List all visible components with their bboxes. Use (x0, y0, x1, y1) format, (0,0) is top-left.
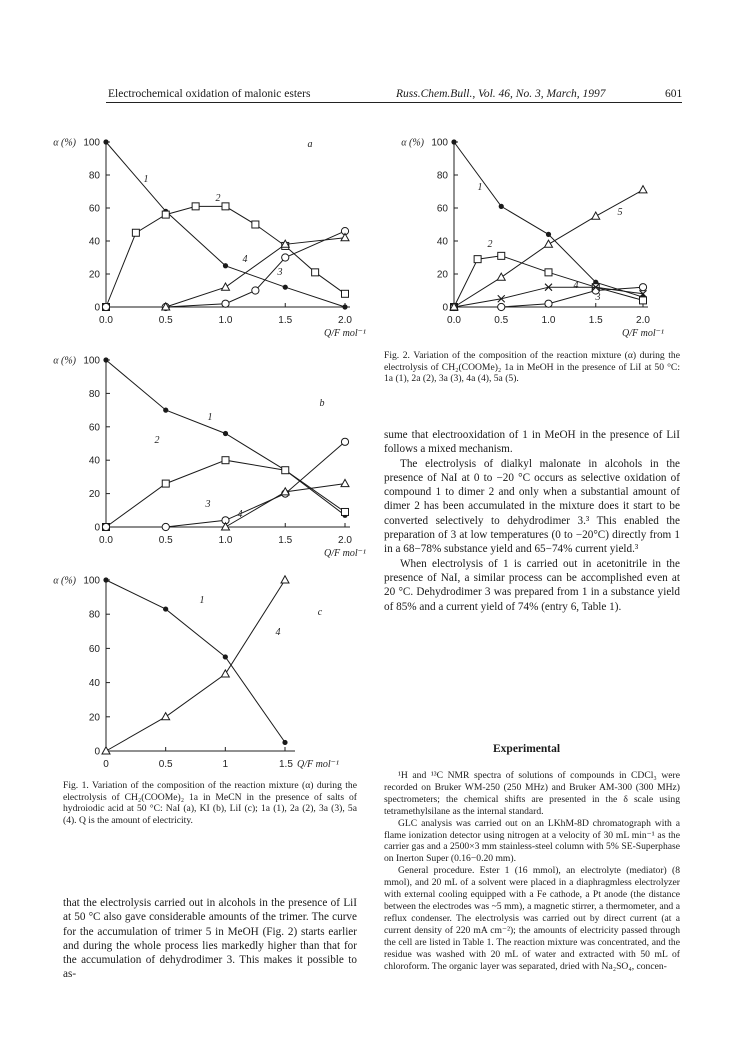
x-tick-label: 0.5 (158, 759, 173, 770)
y-tick-label: 80 (88, 170, 100, 182)
series-1 (103, 357, 347, 518)
data-point (281, 576, 289, 583)
data-point (222, 300, 229, 307)
data-point (342, 290, 349, 297)
y-tick-label: 60 (88, 203, 100, 215)
x-tick-label: 0.0 (99, 315, 113, 326)
y-tick-label: 40 (436, 236, 448, 248)
series-3 (102, 438, 348, 530)
data-point (341, 438, 348, 445)
data-point (640, 297, 647, 304)
y-tick-label: 0 (94, 746, 100, 758)
chart-fig2 (370, 125, 670, 350)
y-tick-label: 20 (88, 712, 100, 724)
running-header-journal: Russ.Chem.Bull., Vol. 46, No. 3, March, 1997 (396, 88, 606, 100)
data-point (163, 606, 168, 611)
y-tick-label: 80 (88, 388, 100, 400)
data-point (102, 303, 109, 310)
right-para-1: sume that electrooxidation of 1 in MeOH in the presence of LiI follows a mixed mechanism. (384, 429, 680, 456)
y-tick-label: 100 (83, 355, 100, 367)
series-label: 4 (237, 509, 243, 520)
header-rule (106, 102, 682, 103)
x-tick-label: 2.0 (338, 535, 352, 546)
series-label: 3 (205, 499, 211, 510)
data-point (162, 480, 169, 487)
data-point (341, 234, 349, 241)
x-tick-label: 0 (103, 759, 109, 770)
data-point (342, 508, 349, 515)
series-line (106, 580, 285, 742)
data-point (222, 203, 229, 210)
data-point (192, 203, 199, 210)
series-label: 2 (154, 435, 160, 446)
series-5 (450, 186, 647, 310)
data-point (222, 283, 230, 290)
x-axis-label: Q/F mol⁻¹ (324, 328, 366, 339)
data-point (283, 285, 288, 290)
x-tick-label: 1.5 (278, 315, 293, 326)
data-point (282, 740, 287, 745)
x-tick-label: 0.5 (158, 535, 173, 546)
x-tick-label: 1.5 (588, 315, 603, 326)
y-axis-label: α (%) (53, 355, 76, 367)
data-point (342, 304, 347, 309)
body-right-text (384, 428, 680, 614)
fig2-caption: Fig. 2. Variation of the composition of the reaction mixture (α) during the electrolysis of CH₂(COOMe)₂ 1a in MeOH in the presence of LiI at 50 °C: 1a (1), 2a (2), 3a (3), 4a (4), 5a (5). (384, 350, 680, 385)
series-label: 1 (207, 412, 213, 423)
data-point (545, 240, 553, 247)
panel-letter: b (319, 398, 325, 409)
running-header-title: Electrochemical oxidation of malonic esters (108, 88, 311, 100)
series-line (106, 360, 345, 515)
right-para-2: The electrolysis of dialkyl malonate in alcohols in the presence of NaI at 0 to −20 °C occurs as selective oxidation of compound 1 to dimer 2 and only when a substantial amount of dimer 2 has been accumulated in the mixture does it start to be converted selectively to dehydrodimer 3.³ This enabled the preparation of 3 at low temperatures (0 to −20°C) directly from 1 in a 68−78% substance yield and 65−74% current yield.³ (384, 457, 680, 556)
data-point (474, 256, 481, 263)
data-point (546, 232, 551, 237)
y-tick-label: 60 (436, 203, 448, 215)
y-axis-label: α (%) (401, 137, 424, 149)
data-point (312, 269, 319, 276)
y-tick-label: 20 (88, 489, 100, 501)
x-axis-label: Q/F mol⁻¹ (622, 328, 664, 339)
x-tick-label: 1.0 (541, 315, 556, 326)
data-point (498, 252, 505, 259)
chart-a (40, 125, 370, 350)
data-point (545, 269, 552, 276)
data-point (102, 523, 109, 530)
series-label: 1 (199, 595, 205, 606)
series-label: 3 (277, 267, 283, 278)
series-2 (103, 203, 349, 311)
x-tick-label: 2.0 (636, 315, 650, 326)
data-point (252, 287, 259, 294)
panel-letter: c (317, 607, 323, 618)
y-tick-label: 20 (436, 269, 448, 281)
data-point (222, 523, 230, 530)
y-tick-label: 0 (94, 302, 100, 314)
series-4 (222, 479, 350, 530)
x-tick-label: 1.5 (279, 759, 293, 770)
x-tick-label: 0.5 (158, 315, 173, 326)
x-tick-label: 1.0 (218, 315, 233, 326)
y-tick-label: 100 (83, 137, 100, 149)
y-tick-label: 100 (83, 575, 100, 587)
data-point (499, 204, 504, 209)
data-point (223, 263, 228, 268)
y-axis-label: α (%) (53, 575, 76, 587)
x-tick-label: 2.0 (338, 315, 352, 326)
y-tick-label: 80 (436, 170, 448, 182)
data-point (282, 467, 289, 474)
data-point (163, 408, 168, 413)
data-point (102, 747, 110, 754)
x-tick-label: 0.0 (99, 535, 113, 546)
y-tick-label: 20 (88, 269, 100, 281)
data-point (162, 211, 169, 218)
x-tick-label: 1.5 (278, 535, 293, 546)
y-tick-label: 0 (442, 302, 448, 314)
exp-para-2: GLC analysis was carried out on an LKhM-8D chromatograph with a flame ionization detector using nitrogen at a velocity of 30 mL min⁻¹ as the carrier gas and a 2500×3 mm stainless-steel column with 5% SE-Superphase on Inerton Super (0.16−0.20 mm). (384, 817, 680, 865)
data-point (341, 479, 349, 486)
y-axis-label: α (%) (53, 137, 76, 149)
fig1-caption: Fig. 1. Variation of the composition of the reaction mixture (α) during the electrolysis of CH₂(COOMe)₂ 1a in MeCN in the presence of salts of hydroiodic acid at 50 °C: NaI (a), KI (b), LiI (c); 1a (1), 2a (2), 3a (3), 5a (4). Q is the amount of electricity. (63, 780, 357, 826)
series-label: 4 (573, 280, 579, 291)
data-point (162, 713, 170, 720)
panel-letter: a (307, 139, 313, 150)
chart-c (40, 565, 370, 780)
data-point (221, 670, 229, 677)
data-point (103, 357, 108, 362)
y-tick-label: 60 (88, 643, 100, 655)
series-label: 1 (143, 174, 149, 185)
series-label: 2 (487, 239, 493, 250)
exp-para-3: General procedure. Ester 1 (16 mmol), an electrolyte (mediator) (8 mmol), and 20 mL of a solvent were placed in a diaphragmless electrolyzer with external cooling equipped with a Fe cathode, a Pt anode (the distance between the electrodes was ~5 mm), a magnetic stirrer, a thermometer, and a reflux condenser. The electrolysis was carried out by direct current (at a current density of 220 mA cm⁻²); the amounts of electricity passed through the cell are listed in Table 1. The reaction mixture was concentrated, and the residue was washed with 20 mL of water and extracted with 50 mL of chloroform. The organic layer was separated, dried with Na₂SO₄, concen- (384, 865, 680, 972)
data-point (639, 186, 647, 193)
x-axis-label: Q/F mol⁻¹ (324, 548, 366, 559)
data-point (103, 577, 108, 582)
data-point (545, 300, 552, 307)
x-tick-label: 1.0 (218, 535, 233, 546)
series-label: 4 (242, 254, 248, 265)
data-point (162, 523, 169, 530)
data-point (222, 457, 229, 464)
series-line (454, 256, 643, 307)
series-label: 4 (275, 627, 281, 638)
series-line (106, 580, 285, 751)
data-point (252, 221, 259, 228)
y-tick-label: 60 (88, 422, 100, 434)
series-4 (102, 576, 289, 754)
y-tick-label: 100 (431, 137, 448, 149)
x-tick-label: 0.0 (447, 315, 461, 326)
series-label: 2 (215, 193, 221, 204)
y-tick-label: 0 (94, 522, 100, 534)
data-point (103, 139, 108, 144)
left-para-text: that the electrolysis carried out in alcohols in the presence of LiI at 50 °C also gave considerable amounts of the trimer. The curve for the accumulation of trimer 5 in MeOH (Fig. 2) starts earlier and during the whole process lies markedly higher than that for the accumulation of dehydrodimer 3. This makes it possible to as- (63, 897, 357, 981)
data-point (282, 254, 289, 261)
y-tick-label: 40 (88, 455, 100, 467)
y-tick-label: 80 (88, 609, 100, 621)
chart-b (40, 345, 370, 570)
data-point (451, 139, 456, 144)
series-label: 5 (617, 207, 623, 218)
series-1 (103, 577, 287, 745)
x-axis-label: Q/F mol⁻¹ (297, 759, 339, 770)
experimental-text (384, 770, 680, 972)
series-line (106, 206, 345, 307)
data-point (132, 229, 139, 236)
x-tick-label: 0.5 (494, 315, 509, 326)
data-point (498, 303, 505, 310)
experimental-heading: Experimental (493, 743, 561, 755)
series-label: 1 (477, 182, 483, 193)
series-label: 3 (595, 292, 601, 303)
data-point (592, 212, 600, 219)
series-line (106, 442, 345, 527)
page-number: 601 (665, 88, 683, 100)
data-point (639, 284, 646, 291)
y-tick-label: 40 (88, 236, 100, 248)
data-point (497, 273, 505, 280)
body-left-paragraph (63, 896, 357, 982)
x-tick-label: 1 (222, 759, 229, 770)
exp-para-1: ¹H and ¹³C NMR spectra of solutions of compounds in CDCl₃ were recorded on Bruker WM-250 (250 MHz) and Bruker AM-300 (300 MHz) spectrometers; the chemical shifts are presented in the δ scale using tetramethylsilane as the internal standard. (384, 770, 680, 817)
right-para-3: When electrolysis of 1 is carried out in acetonitrile in the presence of NaI, a similar process can be accomplished even at 20 °C. Dehydrodimer 3 was prepared from 1 in a substance yield of 85% and a current yield of 74% (entry 6, Table 1). (384, 557, 680, 613)
data-point (223, 654, 228, 659)
y-tick-label: 40 (88, 678, 100, 690)
data-point (223, 431, 228, 436)
